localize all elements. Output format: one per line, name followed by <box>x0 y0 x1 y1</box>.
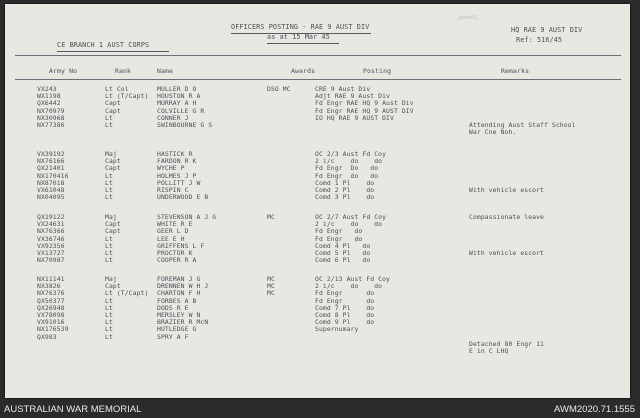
roster-cell-rank: Lt <box>105 186 113 194</box>
roster-cell-name: DODS R E <box>157 303 189 312</box>
roster-cell-posting: Comd 7 Pl do <box>315 303 375 312</box>
roster-cell-posting: 2 i/c do do <box>315 157 383 166</box>
roster-cell-rank: Lt (T/Capt) <box>105 92 149 101</box>
roster-cell-rank: Capt <box>105 157 121 166</box>
roster-cell-rank: Capt <box>105 220 121 229</box>
roster-cell-posting: Comd 5 Pl do <box>315 249 371 257</box>
roster-cell-awards: MC <box>267 282 275 291</box>
roster-cell-remarks: Detached 80 Engr 11 <box>469 339 545 348</box>
column-header-awards: Awards <box>291 67 316 75</box>
roster-cell-name: MURRAY A H <box>157 99 197 108</box>
roster-cell-posting: Fd Engr do <box>315 234 363 243</box>
column-header-posting: Posting <box>363 67 392 75</box>
roster-cell-awards: MC <box>267 289 275 298</box>
roster-cell-posting: OC 2/7 Aust Fd Coy <box>315 213 387 221</box>
roster-cell-rank: Capt <box>105 106 121 115</box>
roster-cell-name: GRIFFENS L F <box>157 241 205 250</box>
header-rule <box>15 79 621 80</box>
roster-cell-remarks: War Cne Noh. <box>469 128 517 137</box>
roster-cell-army-no: QX6442 <box>37 99 61 108</box>
roster-cell-remarks: With vehicle escort <box>469 249 545 257</box>
roster-cell-posting: OC 2/3 Aust Fd Coy <box>315 150 387 158</box>
roster-cell-rank: Lt <box>105 193 113 202</box>
roster-cell-name: GEER L D <box>157 227 189 236</box>
roster-cell-name: SWINBOURNE G S <box>157 121 213 129</box>
roster-cell-posting: 2 i/c do do <box>315 282 383 291</box>
roster-cell-army-no: NX176539 <box>37 325 69 334</box>
roster-cell-rank: Lt <box>105 241 113 250</box>
roster-cell-army-no: VX78098 <box>37 311 65 319</box>
roster-cell-army-no: NX170416 <box>37 171 69 180</box>
roster-cell-army-no: QX21401 <box>37 164 65 173</box>
roster-cell-rank: Lt (T/Capt) <box>105 289 149 298</box>
roster-cell-posting: Comd 3 Pl do <box>315 193 375 202</box>
column-header-army-no: Army No <box>49 67 78 75</box>
roster-cell-name: FORBES A B <box>157 296 197 305</box>
roster-cell-posting: Supernumary <box>315 325 359 334</box>
roster-cell-rank: Capt <box>105 164 121 173</box>
roster-cell-rank: Lt <box>105 121 113 129</box>
roster-cell-name: MERSLEY W N <box>157 311 201 319</box>
roster-cell-posting: Comd 2 Pl do <box>315 186 375 194</box>
roster-cell-name: WYCHE P <box>157 164 185 173</box>
roster-cell-name: PROCTOR K <box>157 249 193 257</box>
roster-cell-remarks: Compassionate leave <box>469 213 545 221</box>
roster-cell-posting: Fd Engr Do do <box>315 164 379 173</box>
roster-cell-rank: Maj <box>105 275 117 283</box>
roster-cell-army-no: NX3826 <box>37 282 61 291</box>
roster-cell-army-no: NX70979 <box>37 106 65 115</box>
roster-cell-remarks: E in C LHQ <box>469 347 509 355</box>
roster-cell-rank: Lt <box>105 256 113 265</box>
roster-cell-rank: Lt <box>105 171 113 180</box>
roster-cell-name: BRAZIER R McN <box>157 318 209 327</box>
roster-cell-rank: Lt <box>105 296 113 305</box>
roster-cell-remarks: With vehicle escort <box>469 186 545 194</box>
document-date: as at 15 Mar 45 <box>267 33 330 41</box>
roster-cell-posting: Comd 6 Pl do <box>315 256 371 265</box>
roster-cell-army-no: VX13727 <box>37 249 65 257</box>
roster-cell-name: MULLER D O <box>157 85 197 93</box>
roster-cell-name: POLLITT J W <box>157 178 201 187</box>
column-header-rank: Rank <box>115 67 132 75</box>
roster-cell-name: FOREMAN J G <box>157 275 201 283</box>
roster-cell-posting: Adjt RAE 9 Aust Div <box>315 92 391 101</box>
roster-cell-awards: MC <box>267 275 275 283</box>
roster-cell-army-no: WX1198 <box>37 92 61 101</box>
roster-cell-army-no: VX91016 <box>37 318 65 327</box>
roster-cell-name: CHARTON F H <box>157 289 201 298</box>
roster-cell-name: STEVENSON A J G <box>157 213 217 221</box>
roster-cell-posting: CRE 9 Aust Div <box>315 85 371 93</box>
roster-cell-army-no: QX983 <box>37 332 57 341</box>
reference-number: Ref: 516/45 <box>516 36 563 44</box>
reference-unit: HQ RAE 9 AUST DIV <box>511 26 583 34</box>
roster-cell-army-no: VX24631 <box>37 220 65 229</box>
roster-cell-remarks: Attending Aust Staff School <box>469 121 576 129</box>
roster-cell-army-no: NX87018 <box>37 178 65 187</box>
roster-cell-name: HOUSTON R A <box>157 92 201 101</box>
roster-cell-name: HOLMES J P <box>157 171 197 180</box>
roster-cell-name: HASTICK R <box>157 150 193 158</box>
roster-cell-army-no: NX11141 <box>37 275 65 283</box>
branch-heading: CE BRANCH 1 AUST CORPS <box>57 41 150 49</box>
roster-cell-name: LEE E H <box>157 234 185 243</box>
roster-cell-army-no: QX19122 <box>37 213 65 221</box>
roster-cell-rank: Maj <box>105 213 117 221</box>
roster-cell-name: HUTLEDGE G <box>157 325 197 334</box>
roster-cell-rank: Lt <box>105 178 113 187</box>
roster-cell-rank: Capt <box>105 282 121 291</box>
roster-cell-name: RISPIN C <box>157 186 189 194</box>
roster-cell-posting: Fd Engr RAE HQ 9 AUST DIV <box>315 106 414 115</box>
roster-cell-army-no: VX92356 <box>37 241 65 250</box>
roster-cell-army-no: VX243 <box>37 85 57 93</box>
roster-cell-name: CONNER J <box>157 113 189 122</box>
roster-cell-army-no: NX30968 <box>37 113 65 122</box>
roster-cell-posting: Fd Engr RAE HQ 9 Aust Div <box>315 99 414 108</box>
roster-cell-awards: MC <box>267 213 275 221</box>
roster-cell-posting: IO HQ RAE 9 AUST DIV <box>315 113 394 122</box>
roster-cell-rank: Lt Col <box>105 85 129 93</box>
roster-cell-awards: DSO MC <box>267 85 291 93</box>
roster-cell-name: COLVILLE G R <box>157 106 205 115</box>
roster-cell-army-no: NX77386 <box>37 121 65 129</box>
roster-cell-posting: 2 i/c do do <box>315 220 383 229</box>
roster-cell-army-no: NX70987 <box>37 256 65 265</box>
roster-cell-rank: Lt <box>105 325 113 334</box>
roster-cell-rank: Lt <box>105 303 113 312</box>
roster-cell-army-no: VX36746 <box>37 234 65 243</box>
document-title: OFFICERS POSTING - RAE 9 AUST DIV <box>231 23 370 31</box>
roster-cell-rank: Lt <box>105 311 113 319</box>
roster-cell-name: UNDERWOOD E B <box>157 193 209 202</box>
roster-cell-name: DRENNEN W H J <box>157 282 209 291</box>
roster-cell-posting: Fd Engr do <box>315 296 375 305</box>
branch-underline <box>57 51 169 52</box>
roster-cell-name: WHITE R E <box>157 220 193 229</box>
roster-cell-army-no: NX76166 <box>37 157 65 166</box>
roster-cell-rank: Lt <box>105 249 113 257</box>
roster-cell-name: SPRY A F <box>157 332 189 341</box>
roster-cell-posting: Fd Engr do <box>315 227 363 236</box>
column-header-name: Name <box>157 67 174 75</box>
roster-cell-army-no: NX04095 <box>37 193 65 202</box>
roster-cell-posting: Comd 9 Pl do <box>315 318 375 327</box>
top-rule <box>15 55 621 56</box>
roster-cell-army-no: NX76376 <box>37 289 65 298</box>
roster-cell-name: COOPER R A <box>157 256 197 265</box>
roster-cell-posting: Comd 4 Pl do <box>315 241 371 250</box>
roster-cell-posting: Comd 8 Pl do <box>315 311 375 319</box>
roster-cell-posting: OC 2/13 Aust Fd Coy <box>315 275 391 283</box>
roster-cell-rank: Capt <box>105 227 121 236</box>
roster-cell-rank: Lt <box>105 113 113 122</box>
roster-cell-army-no: QX26948 <box>37 303 65 312</box>
document-sheet <box>5 4 630 398</box>
roster-cell-army-no: VX61048 <box>37 186 65 194</box>
column-header-remarks: Remarks <box>501 67 530 75</box>
pencil-annotation: [pencil] <box>458 15 477 21</box>
footer-archive-name: AUSTRALIAN WAR MEMORIAL <box>4 404 142 415</box>
roster-cell-army-no: VX39192 <box>37 150 65 158</box>
roster-cell-rank: Capt <box>105 99 121 108</box>
roster-cell-posting: Fd Engr do do <box>315 171 379 180</box>
roster-cell-army-no: NX76366 <box>37 227 65 236</box>
roster-cell-name: FARDON R K <box>157 157 197 166</box>
roster-cell-army-no: QX50377 <box>37 296 65 305</box>
footer-accession-number: AWM2020.71.1555 <box>554 404 635 415</box>
date-underline <box>267 43 339 44</box>
roster-cell-posting: Fd Engr do <box>315 289 375 298</box>
roster-cell-rank: Lt <box>105 318 113 327</box>
roster-cell-rank: Maj <box>105 150 117 158</box>
roster-cell-posting: Comd 1 Pl do <box>315 178 375 187</box>
roster-cell-rank: Lt <box>105 234 113 243</box>
roster-cell-rank: Lt <box>105 332 113 341</box>
